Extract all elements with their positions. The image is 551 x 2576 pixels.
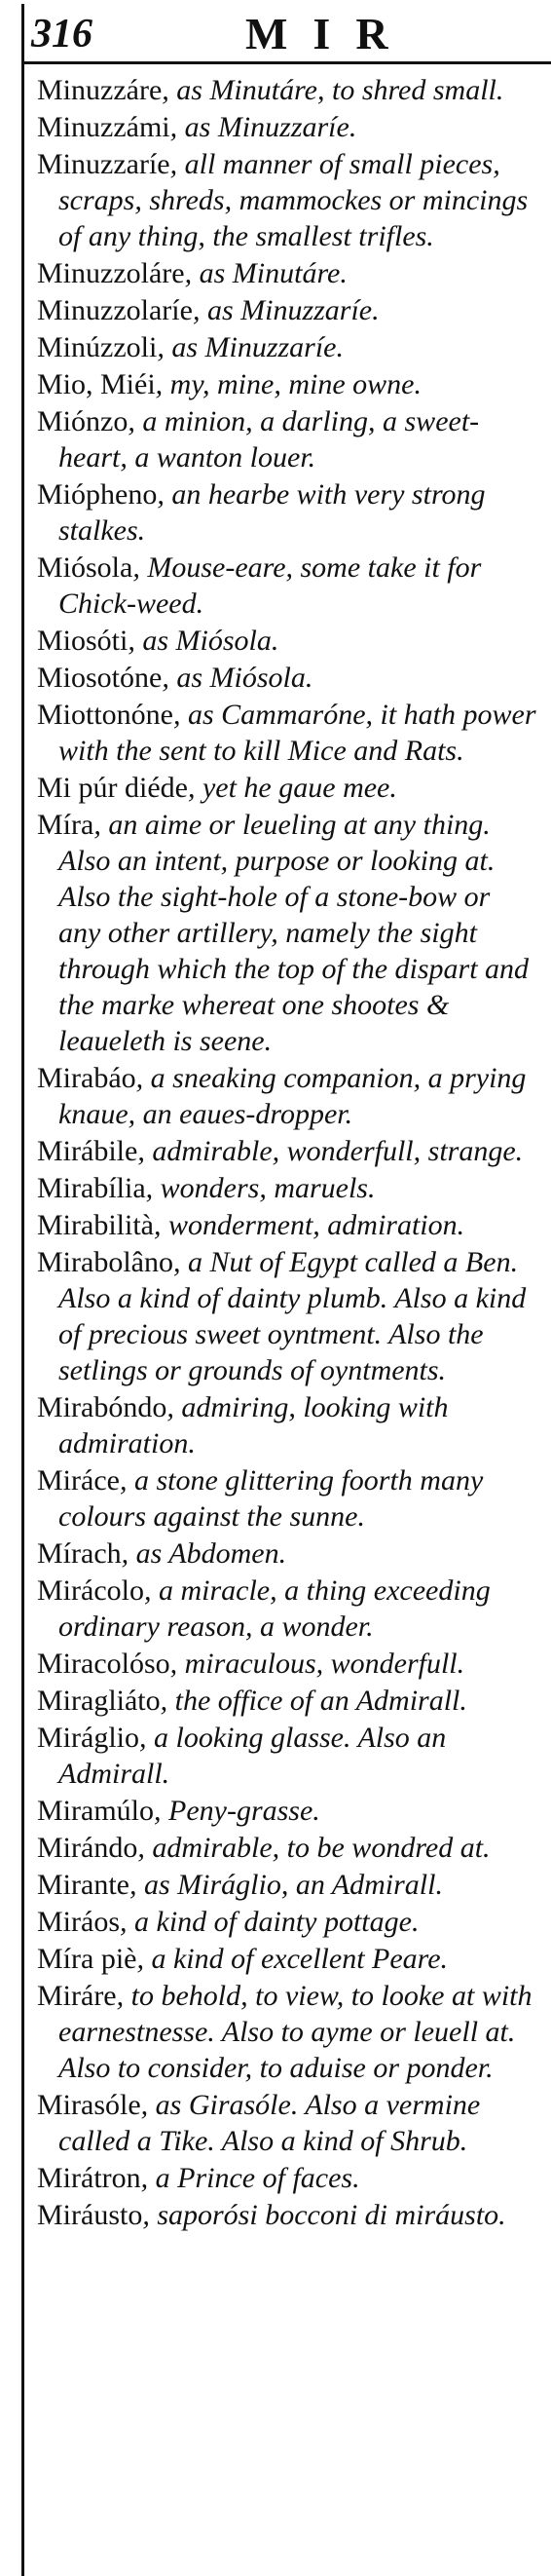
entry-headword: Minuzzaríe [37,148,170,180]
entry-headword: Miráglio [37,1722,139,1754]
entry-gloss: , an hearbe with very strong stalkes. [58,478,486,547]
dictionary-entry [37,2087,539,2159]
entry-gloss: , wonders, maruels. [145,1172,376,1204]
dictionary-entry [37,1941,539,1977]
dictionary-entry [37,1207,539,1243]
dictionary-entry [37,1389,539,1461]
entry-gloss: , as Girasóle. Also a vermine called a Tike. Also a kind of Shrub. [58,2089,481,2157]
entry-gloss: , wonderment, admiration. [153,1209,465,1241]
dictionary-entry [37,697,539,769]
entry-headword: Miragliáto [37,1685,161,1717]
dictionary-entry [37,1683,539,1719]
dictionary-entry [37,403,539,475]
entry-headword: Míra [37,809,94,841]
entry-headword: Minúzzoli [37,331,158,363]
entry-headword: Miráos [37,1906,120,1938]
entry-headword: Mirabolâno [37,1246,173,1278]
entry-headword: Mirátron [37,2162,141,2194]
dictionary-entry [37,366,539,402]
entry-headword: Minuzzoláre [37,257,185,289]
entry-gloss: , the office of an Admirall. [160,1685,467,1717]
page-header [21,6,551,64]
dictionary-entry [37,2197,539,2233]
entry-gloss: , as Miósola. [128,625,279,657]
running-head: MIR [245,9,414,58]
entry-headword: Mirabóndo [37,1391,167,1423]
dictionary-entry [37,1170,539,1206]
entry-gloss: , to behold, to view, to looke at with earnestnesse. Also to ayme or leuell at. Also to consider, to aduise or ponder. [58,1980,533,2084]
entry-headword: Minuzzáre [37,74,163,106]
entry-headword: Mirasóle [37,2089,141,2121]
entry-gloss: , a kind of dainty pottage. [120,1906,420,1938]
entry-gloss: , an aime or leueling at any thing. Also an intent, purpose or looking at. Also the sight-hole of a stone-bow or any other artillery, namely the sight through which the top of the dispart and the marke whereat one shootes & leaueleth is seene. [58,809,530,1057]
entry-gloss: , as Minutáre, to shred small. [162,74,504,106]
entry-gloss: , as Cammaróne, it hath power with the sent to kill Mice and Rats. [58,699,536,767]
entry-headword: Mirabáo [37,1062,136,1094]
dictionary-entry [37,1133,539,1169]
dictionary-entry [37,807,539,1059]
entry-headword: Miósola [37,551,133,584]
entry-gloss: , yet he gaue mee. [187,772,397,804]
entry-headword: Miosóti [37,625,129,657]
entry-headword: Mirábile [37,1135,138,1167]
entry-headword: Mi púr diéde [37,772,188,804]
entry-gloss: , as Minuzzaríe. [169,111,357,143]
entry-gloss: , as Minuzzaríe. [192,294,380,326]
entry-gloss: , Peny-grasse. [154,1795,320,1827]
entry-gloss: , a stone glittering foorth many colours against the sunne. [58,1464,484,1533]
dictionary-entry [37,292,539,328]
dictionary-entry [37,2160,539,2196]
dictionary-entry [37,1720,539,1792]
entry-gloss: , all manner of small pieces, scraps, shreds, mammockes or mincings of any thing, the smallest trifles. [58,148,529,252]
entry-headword: Miracolóso [37,1648,170,1680]
entry-headword: Mio, Miéi [37,368,156,400]
entry-gloss: , a Nut of Egypt called a Ben. Also a kind of dainty plumb. Also a kind of precious sweet oyntment. Also the setlings or grounds of oyntments. [58,1246,527,1386]
dictionary-entry [37,1572,539,1645]
dictionary-entry [37,770,539,806]
entry-gloss: , saporósi bocconi di miráusto. [142,2199,506,2231]
entry-gloss: , my, mine, mine owne. [155,368,422,400]
entry-headword: Miráusto [37,2199,143,2231]
entry-headword: Mirabilità [37,1209,154,1241]
entry-headword: Minuzzámi [37,111,170,143]
entry-gloss: , a Prince of faces. [140,2162,360,2194]
dictionary-entry [37,660,539,696]
dictionary-entry [37,109,539,145]
entry-headword: Mirándo [37,1832,138,1864]
entry-gloss: , admirable, to be wondred at. [137,1832,491,1864]
entry-headword: Mírach [37,1537,122,1570]
dictionary-entry [37,255,539,291]
entry-gloss: , admirable, wonderfull, strange. [137,1135,524,1167]
dictionary-entry [37,1535,539,1572]
entry-headword: Miráce [37,1464,120,1496]
entry-gloss: , miraculous, wonderfull. [169,1648,465,1680]
dictionary-entry [37,146,539,254]
entry-headword: Mirante [37,1869,129,1901]
entry-headword: Mirácolo [37,1574,144,1607]
entry-headword: Miónzo [37,405,129,437]
entry-headword: Miosotóne [37,662,163,694]
dictionary-entry [37,549,539,622]
entry-headword: Miottonóne [37,699,173,731]
dictionary-entry [37,1646,539,1682]
entry-gloss: , as Miósola. [162,662,313,694]
dictionary-entry [37,1867,539,1903]
dictionary-entry [37,1060,539,1132]
page-number: 316 [31,12,92,57]
entry-gloss: , a miracle, a thing exceeding ordinary reason, a wonder. [58,1574,491,1643]
entry-headword: Míra piè [37,1943,137,1975]
dictionary-entry [37,1462,539,1534]
entry-gloss: , as Minuzzaríe. [157,331,344,363]
entry-gloss: , a minion, a darling, a sweet-heart, a wanton louer. [58,405,480,474]
dictionary-entry [37,623,539,659]
dictionary-entry [37,1244,539,1388]
dictionary-entry [37,1830,539,1866]
entry-gloss: , as Abdomen. [121,1537,287,1570]
dictionary-entry [37,1793,539,1829]
entry-headword: Miráre [37,1980,117,2012]
entry-gloss: , as Minutáre. [184,257,348,289]
entry-gloss: , admiring, looking with admiration. [58,1391,449,1459]
entry-headword: Mirabília [37,1172,146,1204]
dictionary-entry [37,476,539,549]
entry-gloss: , a looking glasse. Also an Admirall. [58,1722,447,1790]
dictionary-entry [37,72,539,108]
entry-gloss: , a kind of excellent Peare. [136,1943,449,1975]
entry-gloss: , as Miráglio, an Admirall. [129,1869,443,1901]
entry-list [37,72,539,2234]
entry-gloss: , Mouse-eare, some take it for Chick-weed. [58,551,482,620]
dictionary-entry [37,329,539,365]
entry-gloss: , a sneaking companion, a prying knaue, an eaues-dropper. [58,1062,527,1130]
left-margin-rule [21,4,24,2576]
dictionary-entry [37,1904,539,1940]
entry-headword: Miópheno [37,478,158,511]
entry-headword: Miramúlo [37,1795,154,1827]
entry-headword: Minuzzolaríe [37,294,193,326]
dictionary-entry [37,1978,539,2086]
